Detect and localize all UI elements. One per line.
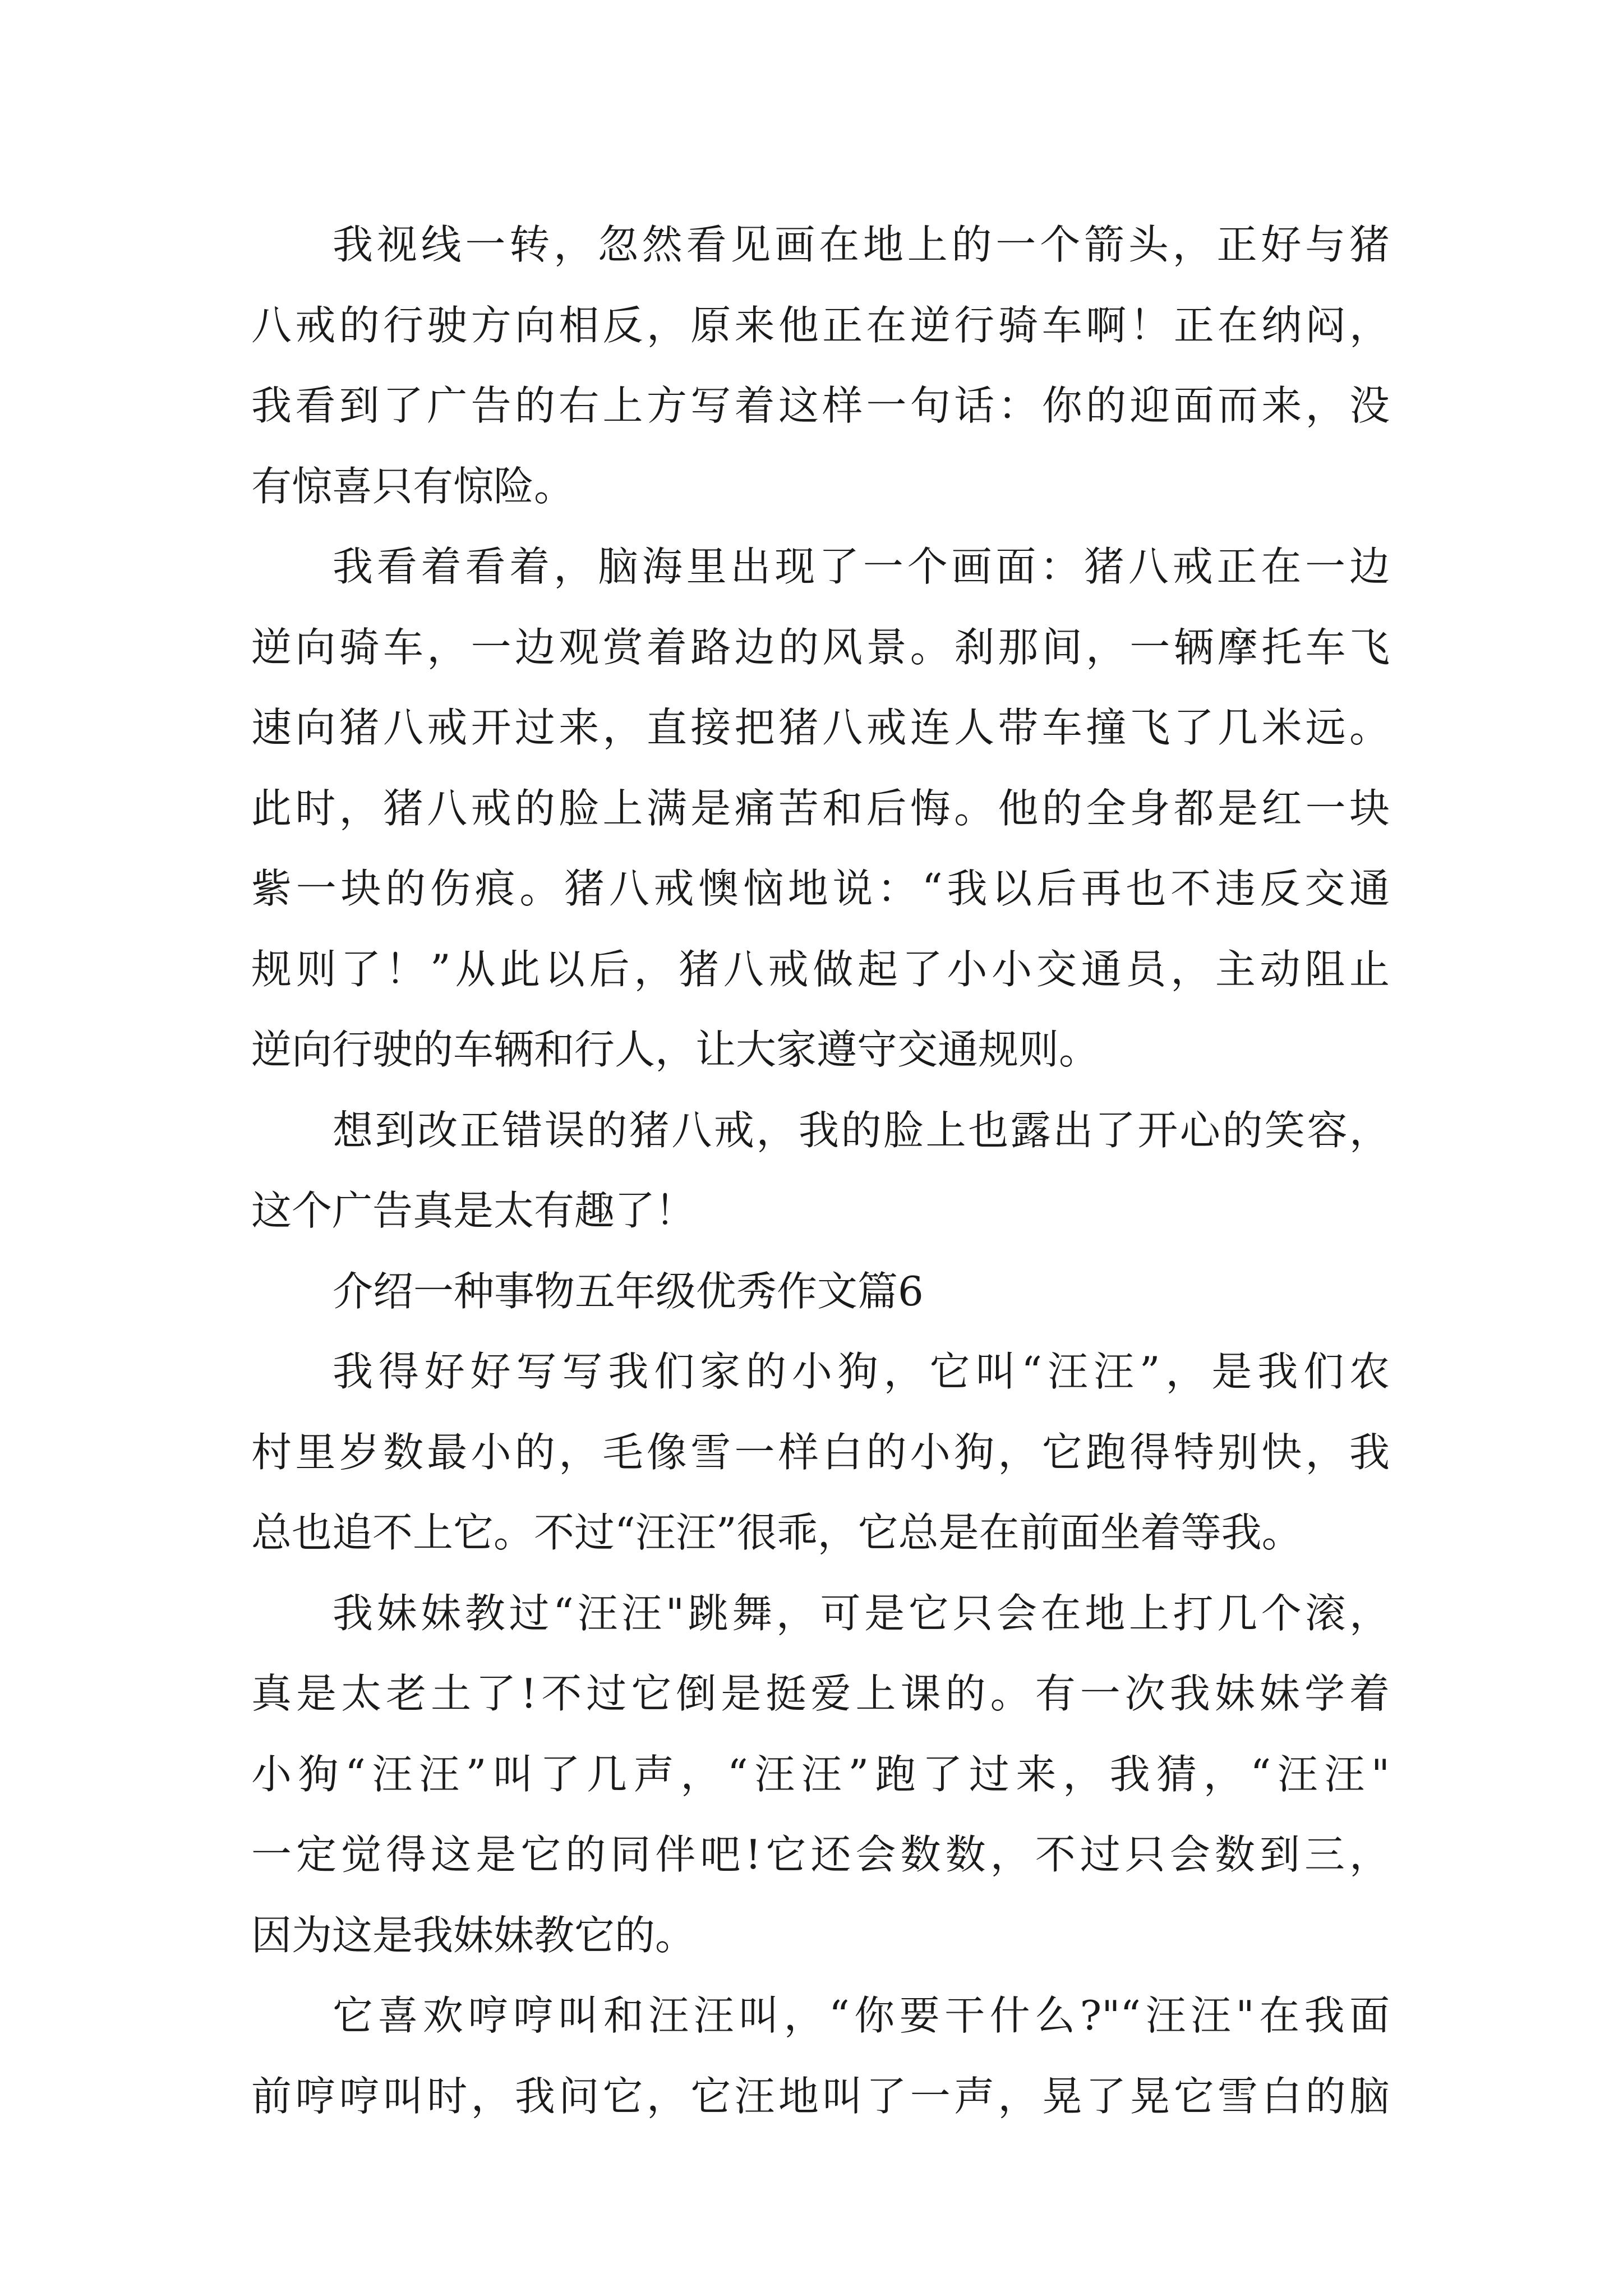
text-line: 想到改正错误的猪八戒，我的脸上也露出了开心的笑容， bbox=[333, 1106, 1390, 1154]
text-line: 规则了！”从此以后，猪八戒做起了小小交通员，主动阻止 bbox=[251, 945, 1390, 993]
text-line: 村里岁数最小的，毛像雪一样白的小狗，它跑得特别快，我 bbox=[251, 1428, 1390, 1476]
text-line: 前哼哼叫时，我问它，它汪地叫了一声，晃了晃它雪白的脑 bbox=[251, 2072, 1390, 2120]
text-line: 有惊喜只有惊险。 bbox=[251, 462, 575, 510]
text-line: 逆向行驶的车辆和行人，让大家遵守交通规则。 bbox=[251, 1026, 1100, 1073]
text-line: 它喜欢哼哼叫和汪汪叫，“你要干什么?"“汪汪"在我面 bbox=[333, 1992, 1390, 2039]
text-line: 八戒的行驶方向相反，原来他正在逆行骑车啊！正在纳闷， bbox=[251, 301, 1390, 349]
text-line: 我看到了广告的右上方写着这样一句话：你的迎面而来，没 bbox=[251, 382, 1390, 429]
paragraph-3 bbox=[251, 1091, 1390, 1251]
paragraph-1 bbox=[251, 205, 1390, 527]
text-line: 小狗“汪汪”叫了几声，“汪汪”跑了过来，我猜，“汪汪" bbox=[251, 1750, 1390, 1798]
paragraph-6 bbox=[251, 1573, 1390, 1976]
text-line: 此时，猪八戒的脸上满是痛苦和后悔。他的全身都是红一块 bbox=[251, 784, 1390, 832]
text-line: 我得好好写写我们家的小狗，它叫“汪汪”，是我们农 bbox=[333, 1348, 1390, 1395]
text-line: 因为这是我妹妹教它的。 bbox=[251, 1911, 696, 1959]
text-line: 总也追不上它。不过“汪汪”很乖，它总是在前面坐着等我。 bbox=[251, 1509, 1302, 1556]
text-line: 这个广告真是太有趣了！ bbox=[251, 1187, 696, 1234]
text-line: 逆向骑车，一边观赏着路边的风景。刹那间，一辆摩托车飞 bbox=[251, 623, 1390, 671]
text-line: 我妹妹教过“汪汪"跳舞，可是它只会在地上打几个滚， bbox=[333, 1589, 1390, 1637]
paragraph-7 bbox=[251, 1976, 1390, 2137]
text-line: 我看着看着，脑海里出现了一个画面：猪八戒正在一边 bbox=[333, 543, 1390, 590]
text-line: 真是太老土了!不过它倒是挺爱上课的。有一次我妹妹学着 bbox=[251, 1670, 1390, 1717]
paragraph-5 bbox=[251, 1332, 1390, 1573]
text-line: 一定觉得这是它的同伴吧!它还会数数，不过只会数到三， bbox=[251, 1831, 1390, 1878]
section-heading-text: 介绍一种事物五年级优秀作文篇6 bbox=[333, 1267, 924, 1315]
section-heading bbox=[251, 1251, 1390, 1332]
paragraph-2 bbox=[251, 527, 1390, 1091]
text-line: 我视线一转，忽然看见画在地上的一个箭头，正好与猪 bbox=[333, 221, 1390, 268]
text-line: 速向猪八戒开过来，直接把猪八戒连人带车撞飞了几米远。 bbox=[251, 704, 1390, 751]
text-line: 紫一块的伤痕。猪八戒懊恼地说：“我以后再也不违反交通 bbox=[251, 865, 1390, 912]
document-body bbox=[251, 205, 1390, 2137]
